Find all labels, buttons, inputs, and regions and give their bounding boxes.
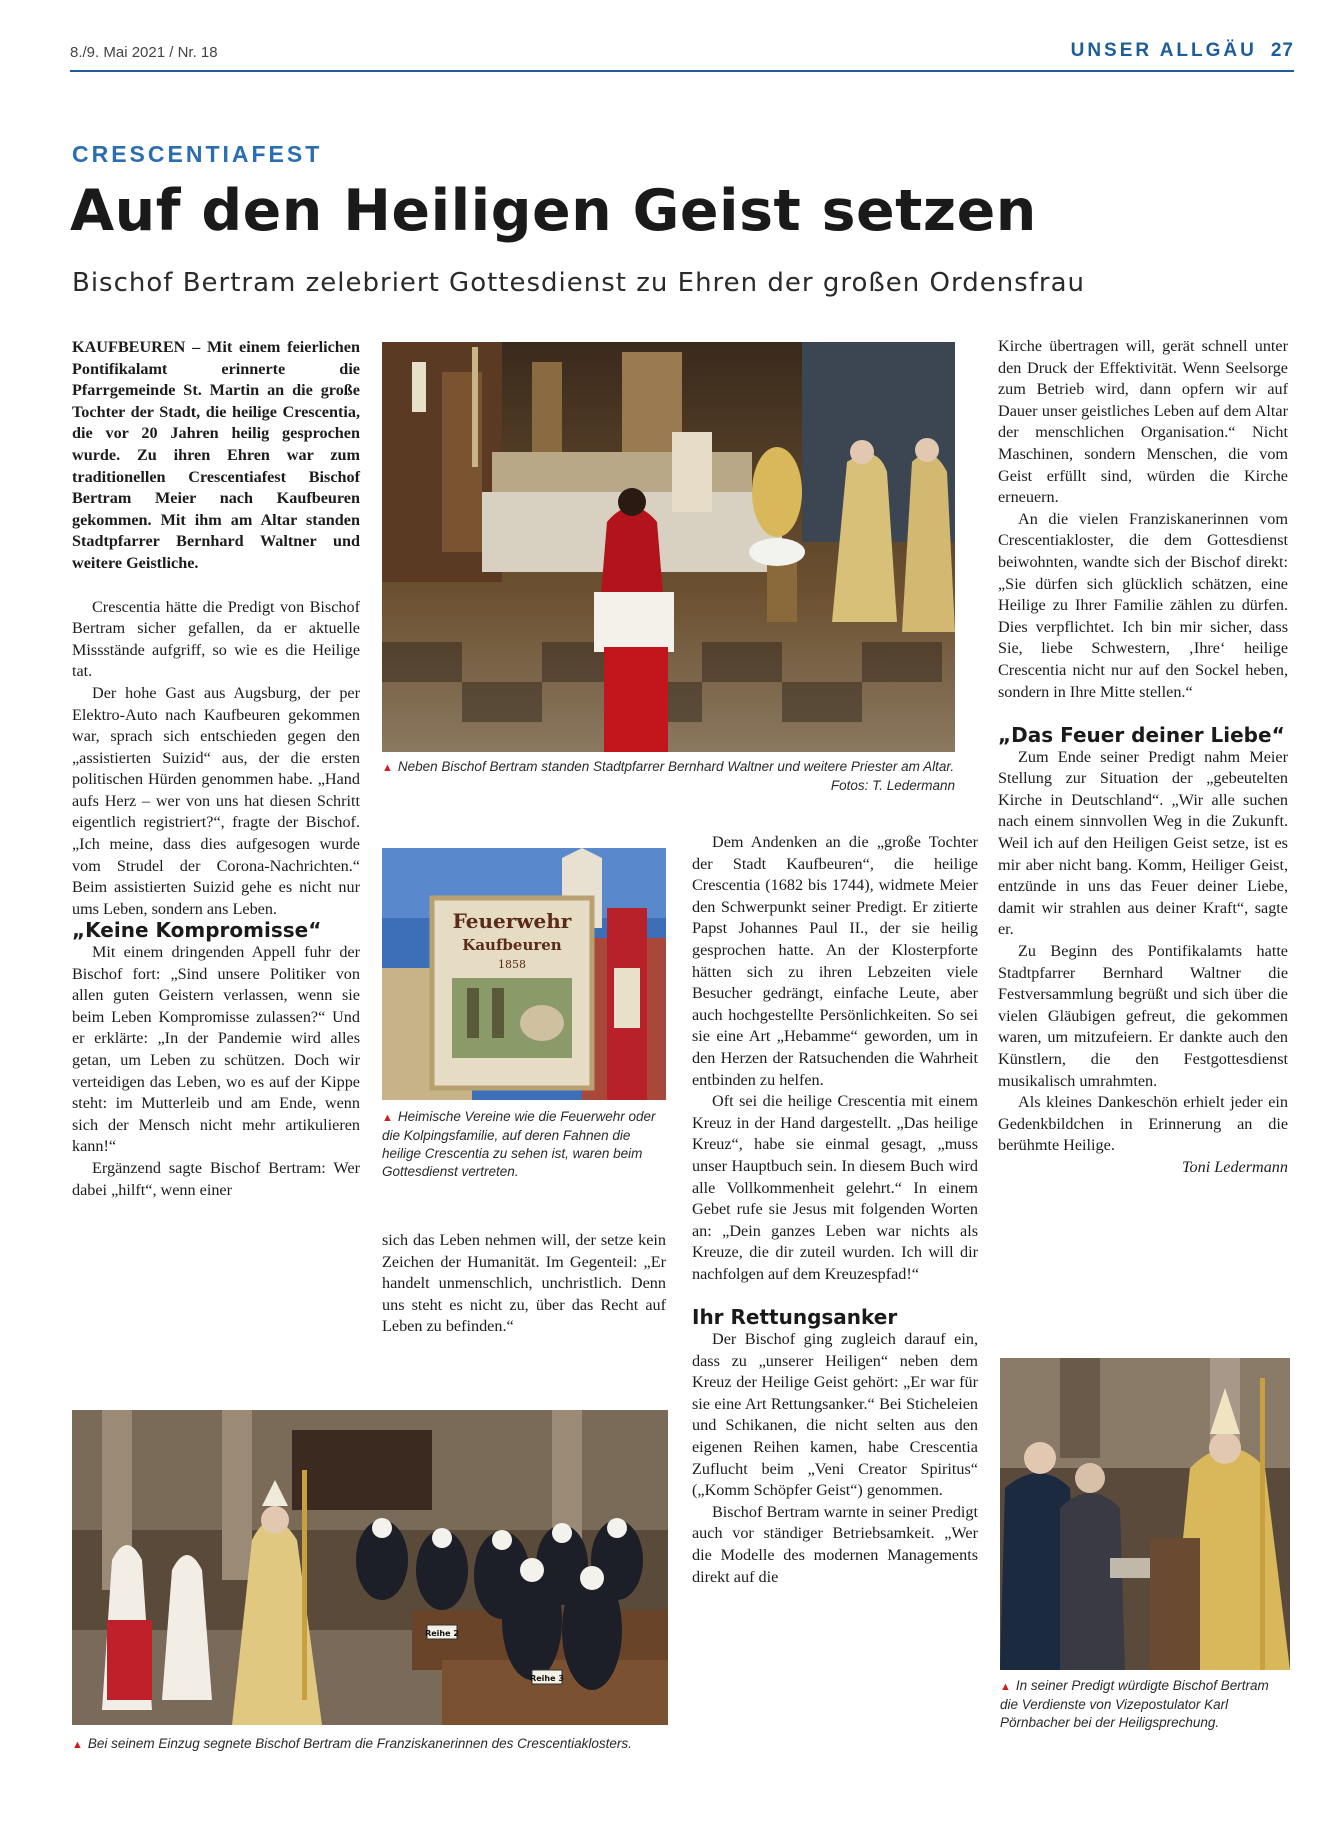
column-2 bbox=[382, 1230, 666, 1338]
lead-paragraph: KAUFBEUREN – Mit einem feierlichen Pontifikalamt erinnerte die Pfarrgemeinde St. Martin an die große Tochter der Stadt, die heilige Crescentia, die vor 20 Jahren heilig gesprochen wurde. Zu ihren Ehren war zum traditionellen Crescentiafest Bischof Bertram Meier nach Kaufbeuren gekommen. Mit ihm am Altar standen Stadtpfarrer Bernhard Waltner und weitere Geistliche. bbox=[72, 338, 360, 572]
column-4 bbox=[998, 336, 1288, 1179]
subheading-rettungsanker: Ihr Rettungsanker bbox=[692, 1305, 898, 1330]
caption-photo-banner bbox=[382, 1108, 666, 1181]
body-paragraph: Ergänzend sagte Bischof Bertram: Wer dabei „hilft“, wenn einer bbox=[72, 1158, 360, 1199]
photo-altar bbox=[382, 342, 955, 752]
body-paragraph: Der hohe Gast aus Augsburg, der per Elektro-Auto nach Kaufbeuren gekommen war, sprach sich entschieden gegen den „assistierten Suizid“ aus, der die ersten politischen Hürden genommen habe. „Hand aufs Herz – wer von uns hat diesen Schritt eigentlich registriert?“, fragte der Bischof. „Ich meine, dass dies aufgesogen wurde vom Strudel der Corona-Nachrichten.“ Beim assistierten Suizid gehe es nicht nur ums Leben, sondern ans Leben. bbox=[72, 683, 360, 918]
article-title: Auf den Heiligen Geist setzen bbox=[70, 178, 1037, 244]
body-paragraph: Oft sei die heilige Crescentia mit einem Kreuz in der Hand dargestellt. „Das heilige Kreuz“, habe sie einmal gesagt, „muss unser Hauptbuch sein. In diesem Buch wird alle Vollkommenheit gelehrt.“ In einem Gebet rufe sie Jesus mit folgenden Worten an: „Dein ganzes Leben war nichts als Kreuze, die dir zuteil wurden. Ich will dir nachfolgen auf dem Kreuzespfad!“ bbox=[692, 1092, 978, 1283]
issue-date: 8./9. Mai 2021 / Nr. 18 bbox=[70, 44, 218, 61]
caption-marker-icon: ▲ bbox=[72, 1739, 83, 1751]
body-paragraph: sich das Leben nehmen will, der setze kein Zeichen der Humanität. Im Gegenteil: „Er handelt unmenschlich, unchristlich. Denn uns steht es nicht zu, über das Recht auf Leben zu befinden.“ bbox=[382, 1231, 666, 1336]
column-3 bbox=[692, 832, 978, 1588]
caption-marker-icon: ▲ bbox=[382, 1112, 393, 1124]
section-header bbox=[1071, 40, 1294, 62]
caption-text: In seiner Predigt würdigte Bischof Bertram die Verdienste von Vizepostulator Karl Pörnbacher bei der Heiligsprechung. bbox=[1000, 1678, 1269, 1730]
caption-photo-altar bbox=[382, 758, 955, 795]
body-paragraph: Dem Andenken an die „große Tochter der Stadt Kaufbeuren“, die heilige Crescentia (1682 bis 1744), widmete Meier den Schwerpunkt seiner Predigt. Er zitierte Papst Johannes Paul II., der sie heilig gesprochen hatte. An der Klosterpforte hätten sich zu ihren Lebzeiten viele Besucher gedrängt, einfache Leute, aber auch hochgestellte Persönlichkeiten. So sei sie eine Art „Hebamme“ geworden, um in den Herzen der Ratsuchenden die Wahrheit entbinden zu helfen. bbox=[692, 833, 978, 1089]
body-paragraph: Zu Beginn des Pontifikalamts hatte Stadtpfarrer Bernhard Waltner die Festversammlung begrüßt und sich über die vielen Gläubigen gefreut, die gekommen waren, um mitzufeiern. Er dankte auch den Künstlern, die den Festgottesdienst musikalisch umrahmten. bbox=[998, 942, 1288, 1090]
caption-text: Bei seinem Einzug segnete Bischof Bertram die Franziskanerinnen des Crescentiaklosters. bbox=[87, 1736, 632, 1751]
body-paragraph: Der Bischof ging zugleich darauf ein, dass zu „unserer Heiligen“ neben dem Kreuz der Heilige Geist gehört: „Er war für sie eine Art Rettungsanker.“ Bei Sticheleien und Schikanen, die nicht selten aus den eigenen Reihen kamen, habe Crescentia Zuflucht beim „Veni Creator Spiritus“ („Komm Schöpfer Geist“) genommen. bbox=[692, 1330, 978, 1500]
author-byline: Toni Ledermann bbox=[1182, 1157, 1288, 1176]
body-paragraph: Crescentia hätte die Predigt von Bischof Bertram sicher gefallen, da er aktuelle Missstände aufgriff, so wie es die Heilige tat. bbox=[72, 597, 360, 681]
subheading-feuer-deiner-liebe: „Das Feuer deiner Liebe“ bbox=[998, 723, 1285, 748]
section-name: UNSER ALLGÄU bbox=[1070, 40, 1257, 61]
banner-line1: Feuerwehr bbox=[452, 909, 572, 933]
article-kicker: CRESCENTIAFEST bbox=[72, 141, 323, 167]
column-1 bbox=[72, 337, 360, 1201]
banner-year: 1858 bbox=[498, 958, 526, 971]
body-paragraph: Als kleines Dankeschön erhielt jeder ein Gedenkbildchen in Erinnerung an die berühmte Heilige. bbox=[998, 1093, 1288, 1155]
subheading-keine-kompromisse: „Keine Kompromisse“ bbox=[72, 918, 322, 943]
body-paragraph: Zum Ende seiner Predigt nahm Meier Stellung zur Situation der „gebeutelten Kirche in Deutschland“. „Wir alle suchen nach einem sinnvollen Weg in die Zukunft. Weil ich auf den Heiligen Geist setze, ist es mir aber nicht bang. Komm, Heiliger Geist, entzünde in uns das Feuer deiner Liebe, damit wir strahlen aus deiner Kraft“, sagte er. bbox=[998, 747, 1288, 939]
caption-text: Heimische Vereine wie die Feuerwehr oder die Kolpingsfamilie, auf deren Fahnen die heilige Crescentia zu sehen ist, waren beim Gottesdienst vertreten. bbox=[382, 1109, 656, 1179]
photo-fire-brigade-banner bbox=[382, 848, 666, 1100]
caption-text: Neben Bischof Bertram standen Stadtpfarrer Bernhard Waltner und weitere Priester am Altar. bbox=[397, 759, 955, 774]
photo-credit: Fotos: T. Ledermann bbox=[830, 778, 955, 793]
banner-line2: Kaufbeuren bbox=[462, 936, 562, 954]
body-paragraph: An die vielen Franziskanerinnen vom Crescentiakloster, die dem Gottesdienst beiwohnten, wandte sich der Bischof direkt: „Sie dürfen sich glücklich schätzen, eine Heilige zu Ihrer Familie zählen zu dürfen. Dies verpflichtet. Ich bin mir sicher, dass Sie, liebe Schwestern, ‚Ihre‘ heilige Crescentia nicht nur auf den Sockel heben, sondern in Ihre Mitte stellen.“ bbox=[998, 509, 1288, 701]
caption-photo-bishop bbox=[1000, 1677, 1290, 1732]
header-rule bbox=[70, 70, 1294, 72]
body-paragraph: Kirche übertragen will, gerät schnell unter den Druck der Effektivität. Wenn Seelsorge zum Betrieb wird, dann opfern wir auf Dauer unser geistliches Leben auf dem Altar der menschlichen Organisation.“ Nicht Maschinen, sondern Menschen, die vom Geist erfüllt sind, würden die Kirche erneuern. bbox=[998, 337, 1288, 507]
photo-procession-nuns bbox=[72, 1410, 668, 1725]
photo-bishop-vice-postulator bbox=[1000, 1358, 1290, 1670]
caption-marker-icon: ▲ bbox=[1000, 1681, 1011, 1693]
pew-sign-2: Reihe 3 bbox=[530, 1674, 564, 1683]
pew-sign-1: Reihe 2 bbox=[425, 1629, 459, 1638]
article-subtitle: Bischof Bertram zelebriert Gottesdienst zu Ehren der großen Ordensfrau bbox=[72, 268, 1085, 298]
body-paragraph: Bischof Bertram warnte in seiner Predigt auch vor ständiger Betriebsamkeit. „Wer die Modelle des modernen Managements direkt auf die bbox=[692, 1502, 978, 1586]
body-paragraph: Mit einem dringenden Appell fuhr der Bischof fort: „Sind unsere Politiker von allen guten Geistern verlassen, wenn sie beim Leben Kompromisse zulassen?“ Und er erklärte: „In der Pandemie wird alles getan, um Leben zu schützen. Doch wir verteidigen das Leben, wo es auf der Kippe steht: im Mutterleib und am Ende, wenn sich der Mensch nicht mehr artikulieren kann!“ bbox=[72, 943, 360, 1156]
page-number: 27 bbox=[1270, 40, 1294, 61]
caption-marker-icon: ▲ bbox=[382, 762, 393, 774]
caption-photo-procession bbox=[72, 1735, 668, 1754]
